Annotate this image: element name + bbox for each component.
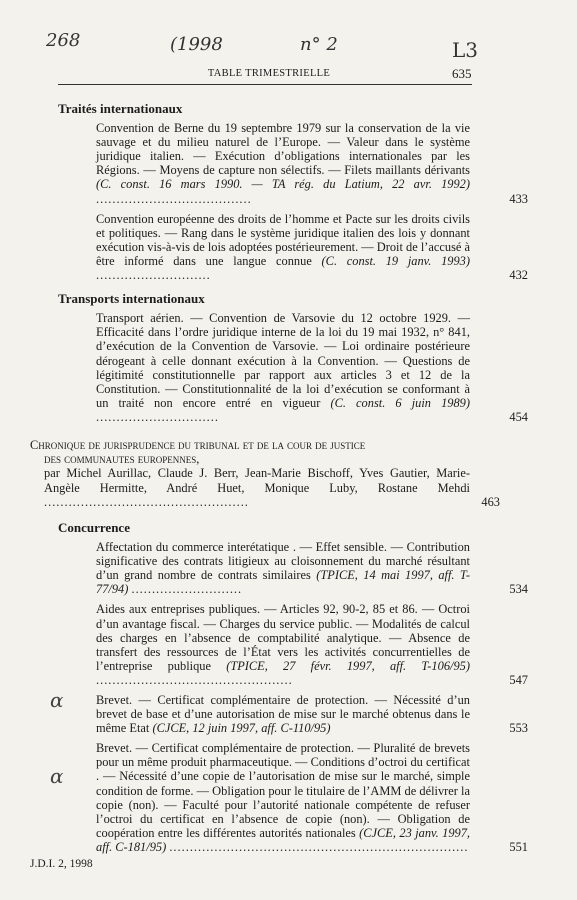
entry-text: Brevet. — Certificat complémentaire de protection. — Pluralité de brevets pour un même produit pharmaceutique. — Conditions d’octroi du certificat . — Nécessité d’une copie de l’autorisation de mise sur le marché, simple condition de forme. — Obligation pour le titulaire de l’AMM de délivrer la copie (non). — Faculté pour l’autorité nationale compétente de refuser l’octroi du certificat en l’absence de copie (non). — Obligation de coopération entre les différentes autorités nationales [96,741,470,840]
index-entry [58,121,528,206]
entry-reference: (C. const. 6 juin 1989) [330,395,470,410]
index-entry [58,211,528,283]
entry-reference: (C. const. 16 mars 1990. — TA rég. du Latium, 22 avr. 1992) [96,177,470,192]
footer-citation: J.D.I. 2, 1998 [30,858,93,870]
chronicle-page: 463 [481,494,500,509]
chronicle-title-line1: Chronique de jurisprudence du tribunal et de la cour de justice [30,437,366,452]
entry-text: Convention de Berne du 19 septembre 1979 sur la conservation de la vie sauvage et du milieu naturel de l’Europe. — Valeur dans le système juridique italien. — Exécution d’obligations internationales par les Régions. — Moyens de capture non sélectifs. — Filets maillants dérivants [96,121,470,178]
entry-text: Transport aérien. — Convention de Varsovie du 12 octobre 1929. — Efficacité dans l’ordre juridique interne de la loi du 19 mai 1932, n° 841, d’exécution de la Convention de Varsovie. — Loi ordinaire postérieure dérogeant à celle donnant exécution à la Convention. — Questions de légitimité constitutionnelle par rapport aux articles 3 et 12 de la Constitution. — Constitutionnalité de la loi d’exécution se conformant à un traité non encore entré en vigueur [96,311,470,410]
entry-reference: (CJCE, 12 juin 1997, aff. C-110/95) [152,721,331,736]
entry-text: Aides aux entreprises publiques. — Articles 92, 90-2, 85 et 86. — Octroi d’un avantage fiscal. — Charges du service public. — Modalités de calcul des charges en l’absence de comptabilité analytique. — Absence de transfert des ressources de l’État vers les activités concurrentielles de l’entreprise publique [96,602,470,673]
leader-dots: .................................................. [44,494,249,509]
index-entry [50,688,528,736]
entry-page: 551 [509,839,528,854]
entry-reference: (TPICE, 14 mai 1997, aff. T-77/94) [96,568,470,597]
entry-text: Convention européenne des droits de l’homme et Pacte sur les droits civils et politiques. — Rang dans le système juridique italien des lois y donnant exécution vis-à-vis de lois adoptées postérieurement. — Droit de l’accusé à être informé dans une langue connue [96,211,470,268]
entry-reference: (C. const. 19 janv. 1993) [321,253,470,268]
chronicle-authors-block [30,466,470,509]
leader-dots: ................................................ [96,672,293,687]
section-title-transports: Transports internationaux [58,291,205,307]
header-rule [58,84,472,85]
chronicle-authors: Michel Aurillac, Claude J. Berr, Jean-Marie Bischoff, Yves Gautier, Marie-Angèle Hermitte, André Huet, Monique Luby, Rostane Mehdi [44,466,471,495]
chronicle-entry [30,437,500,509]
entry-reference: (TPICE, 27 févr. 1997, aff. T-106/95) [226,658,470,673]
index-entry [50,741,528,854]
entry-page: 432 [509,268,528,283]
index-entry [58,311,528,424]
section-title-concurrence: Concurrence [58,519,130,535]
handwritten-note-4: L3 [452,38,479,62]
entry-text: Brevet. — Certificat complémentaire de protection. — Nécessité d’un brevet de base et d’une autorisation de mise sur le marché obtenus dans le même Etat [96,693,470,736]
margin-mark-icon: α [50,764,64,789]
leader-dots: .............................. [96,409,219,424]
leader-dots: ......................................................................... [169,839,469,854]
chronicle-title-line2: des communautes europennes, [44,452,200,467]
handwritten-note-2: (1998 [170,34,223,55]
entry-page: 454 [509,409,528,424]
leader-dots: ........................... [131,582,243,597]
entry-reference: (CJCE, 23 janv. 1997, aff. C-181/95) [96,825,470,854]
leader-dots: ............................ [96,268,211,283]
margin-mark-icon: α [50,688,64,713]
entry-page: 433 [509,191,528,206]
page-number: 635 [452,66,472,81]
leader-dots: ...................................... [96,191,252,206]
index-entry [58,540,528,597]
handwritten-note-3: n° 2 [300,34,338,55]
index-entry [58,602,528,687]
entry-page: 547 [509,672,528,687]
index-content [30,101,528,860]
entry-text: Affectation du commerce interétatique . — Effet sensible. — Contribution significative des contrats litigieux au cloisonnement du marché résultant d’un grand nombre de contrats similaires [96,540,470,583]
chronicle-authors-prefix: par [44,466,67,481]
entry-page: 534 [509,582,528,597]
section-title-traites: Traités internationaux [58,101,183,116]
entry-page: 553 [509,721,528,736]
handwritten-note-1: 268 [46,30,81,51]
running-title: TABLE TRIMESTRIELLE [207,68,331,79]
